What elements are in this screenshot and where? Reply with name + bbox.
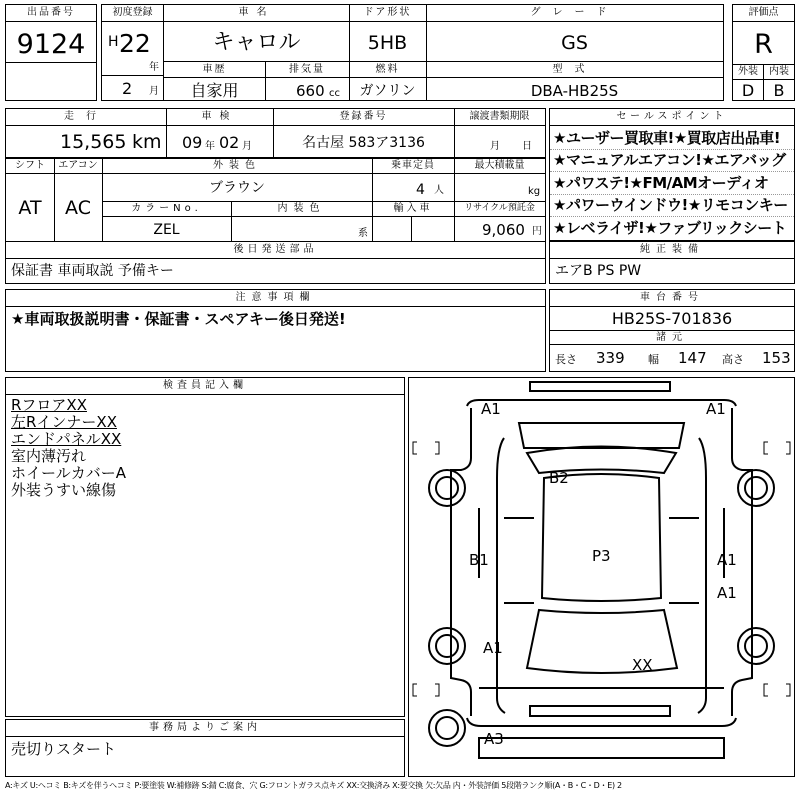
notes-box [5,289,546,372]
transfer-header: 譲渡書類期限 [469,111,530,122]
exterior-score: D [741,81,755,100]
year: 22 [119,29,151,58]
office-header: 事務局よりご案内 [149,722,261,733]
inspection-month-unit: 月 [242,141,252,152]
aircon: AC [65,197,91,219]
score-header: 評価点 [748,7,779,18]
inspection-month: 02 [219,133,240,152]
model-type-header: 型式 [552,64,597,75]
door-shape: 5HB [367,32,408,54]
interior-header: 内装 [769,66,789,77]
import-header: 輸入車 [393,203,433,214]
ext-color: ブラウン [209,180,265,196]
recycle-header: リサイクル預託金 [464,203,535,213]
inspection-header: 車検 [201,111,238,122]
fuel: ガソリン [359,83,416,99]
load-unit: kg [528,186,541,197]
damage-mark-front-left: A1 [481,400,501,418]
width-label: 幅 [648,353,659,366]
chassis-number: HB25S-701836 [611,309,733,328]
registration-number: 名古屋 583ア3136 [302,135,425,151]
width: 147 [678,349,707,367]
notes: ★車両取扱説明書・保証書・スペアキー後日発送! [11,310,346,328]
first-registration-box [101,4,164,101]
sales-point-3: ★パワステ!★FM/AMオーディオ [553,174,769,192]
legend: A:キズ U:ヘコミ B:キズを伴うヘコミ P:要塗装 W:補修跡 S:錆 C:腐食、穴 G:フロントガラス点キズ XX:交換済み X:要交換 欠:欠品 内・外装評価 5段階ランク順(A・B・C・D・E) 2 [5,781,622,790]
damage-mark-right-mid: A1 [717,551,737,569]
damage-mark-b1: B1 [469,551,489,569]
km-unit: km [132,131,162,153]
chassis-header: 車台番号 [640,292,704,303]
inspector-notes-box [5,377,405,717]
mileage-registration-box [5,108,546,158]
capacity-unit: 人 [434,185,444,196]
capacity: 4 [416,182,425,198]
damage-mark-left-rear: A1 [483,639,503,657]
sales-point-5: ★レベライザ!★ファブリックシート [553,219,787,237]
sales-point-2: ★マニュアルエアコン!★エアバッグ [553,151,786,169]
int-color-header: 内装色 [277,203,326,214]
capacity-header: 乗車定員 [391,160,435,171]
damage-mark-a3: A3 [484,730,504,748]
damage-mark-b2: B2 [549,469,569,487]
chassis-box [549,289,795,372]
aircon-header: エアコン [58,160,98,171]
office-note: 売切りスタート [11,740,117,758]
cc-unit: cc [329,88,340,99]
first-registration-header: 初度登録 [112,7,153,18]
car-name-header: 車名 [238,7,275,18]
history: 自家用 [190,81,239,100]
mileage-header: 走行 [64,111,108,122]
damage-mark-xx: XX [632,656,653,674]
shift: AT [18,197,42,219]
month-unit: 月 [149,86,159,97]
color-no-header: カラーNo. [131,203,202,214]
history-header: 車歴 [202,64,227,75]
ext-color-header: 外装色 [213,160,261,171]
inspector-note-2: 左RインナーXX [11,413,117,431]
std-equipment-header: 純正装備 [640,244,704,255]
inspection-year-unit: 年 [205,141,215,152]
later-parts-header: 後日発送部品 [233,244,318,255]
vehicle-info-box [163,4,724,101]
reg-no-header: 登録番号 [339,111,388,122]
max-load-header: 最大積載量 [474,160,525,171]
transfer-month: 月 [490,141,500,152]
exterior-header: 外装 [738,66,758,77]
notes-header: 注意事項欄 [235,292,316,303]
equipment-color-box [5,158,546,242]
damage-mark-p3: P3 [592,547,611,565]
damage-mark-front-right: A1 [706,400,726,418]
sales-point-1: ★ユーザー買取車!★買取店出品車! [553,129,781,147]
shift-header: シフト [15,160,45,171]
std-equipment: エアB PS PW [555,263,642,279]
length: 339 [596,349,625,367]
inspector-header: 検査員記入欄 [163,380,247,391]
car-name: キャロル [212,30,301,55]
int-color-suffix: 系 [358,228,368,239]
inspector-note-4: 室内薄汚れ [11,447,87,465]
grade-header: グレード [530,7,619,18]
damage-mark-right-lower: A1 [717,584,737,602]
damage-diagram-box [408,377,795,777]
era: H [108,34,119,50]
later-parts: 保証書 車両取説 予備キー [11,263,174,279]
sales-point-4: ★パワーウインドウ!★リモコンキー [553,196,788,214]
fuel-header: 燃料 [375,64,400,75]
inspection-year: 09 [182,133,203,152]
height-label: 高さ [722,353,744,366]
interior-score: B [773,81,785,100]
displacement-header: 排気量 [289,64,325,75]
mileage: 15,565 [60,131,127,153]
sales-points-header: セールスポイント [616,111,728,122]
month: 2 [122,79,133,98]
length-label: 長さ [555,353,577,366]
height: 153 [762,349,791,367]
model-type: DBA-HB25S [530,82,619,100]
inspector-note-6: 外装うすい線傷 [11,481,117,499]
car-diagram [409,378,794,776]
transfer-day: 日 [522,141,532,152]
yen-unit: 円 [532,226,542,237]
specs-header: 諸元 [656,332,688,343]
score-box [732,4,795,101]
sales-points-box [549,108,795,241]
lot-number-box [5,4,97,101]
year-unit: 年 [149,62,159,73]
office-box [5,719,405,777]
inspector-note-3: エンドパネルXX [11,430,122,448]
lot-number-header: 出品番号 [27,7,75,18]
inspector-note-1: RフロアXX [11,396,87,414]
std-equipment-box [549,241,795,284]
later-parts-box [5,241,546,284]
grade: GS [561,32,588,54]
recycle-fee: 9,060 [482,221,525,239]
displacement: 660 [296,82,325,100]
door-header: ドア形状 [363,7,412,18]
inspector-note-5: ホイールカバーA [11,464,126,482]
lot-number: 9124 [16,29,86,60]
overall-score: R [754,29,773,60]
color-no: ZEL [153,222,180,238]
